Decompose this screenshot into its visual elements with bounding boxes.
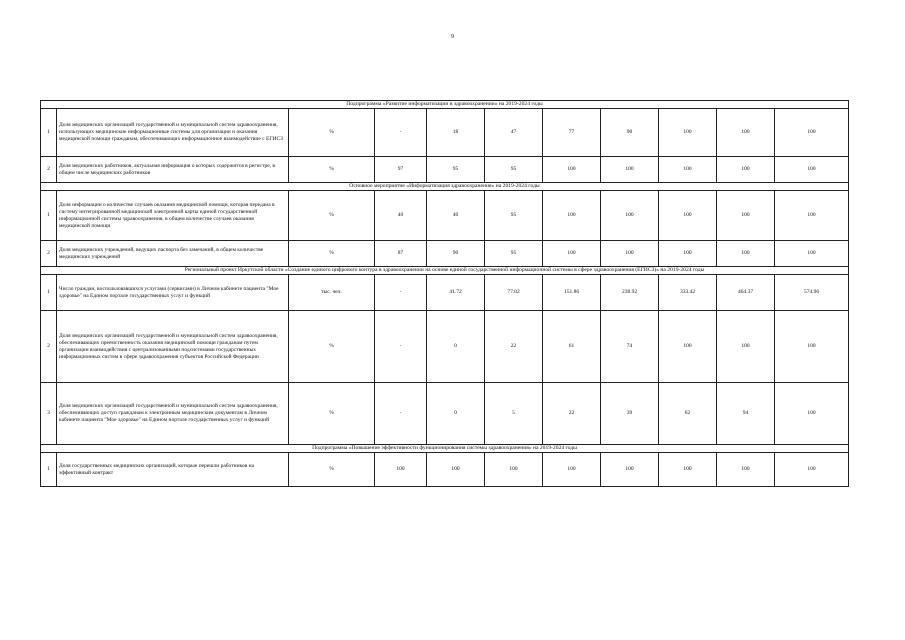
value-cell: 100 bbox=[717, 241, 775, 267]
indicator-name: Доля медицинских организаций государственной и муниципальной систем здравоохранения, обеспечивающих преемственность оказания медицинской помощи гражданам путем организации взаимодействия с централизованными подсистемами государственных информационных систем в сфере здравоохранения субъектов Российской Федерации bbox=[57, 311, 289, 383]
value-cell: 100 bbox=[601, 241, 659, 267]
row-number: 1 bbox=[41, 109, 57, 157]
value-cell: 100 bbox=[775, 311, 849, 383]
value-cell: 100 bbox=[659, 157, 717, 183]
row-number: 1 bbox=[41, 275, 57, 311]
section-header-row bbox=[41, 101, 849, 109]
value-cell: 100 bbox=[659, 453, 717, 487]
value-cell: 77 bbox=[543, 109, 601, 157]
unit-cell: % bbox=[289, 311, 375, 383]
value-cell: 39 bbox=[601, 383, 659, 445]
value-cell: 62 bbox=[659, 383, 717, 445]
section-title: Подпрограмма «Повышение эффективности функционирования системы здравоохранения» на 2019-2024 годы bbox=[41, 445, 849, 453]
value-cell: 100 bbox=[659, 191, 717, 241]
value-cell: - bbox=[375, 383, 427, 445]
value-cell: 100 bbox=[375, 453, 427, 487]
value-cell: 333.42 bbox=[659, 275, 717, 311]
value-cell: 100 bbox=[543, 157, 601, 183]
value-cell: 90 bbox=[601, 109, 659, 157]
value-cell: 100 bbox=[775, 109, 849, 157]
unit-cell: % bbox=[289, 453, 375, 487]
table-row bbox=[41, 453, 849, 487]
value-cell: 574.96 bbox=[775, 275, 849, 311]
value-cell: 100 bbox=[775, 453, 849, 487]
value-cell: 95 bbox=[485, 157, 543, 183]
table-row bbox=[41, 275, 849, 311]
section-header-row bbox=[41, 445, 849, 453]
value-cell: 22 bbox=[485, 311, 543, 383]
value-cell: 74 bbox=[601, 311, 659, 383]
section-header-row bbox=[41, 267, 849, 275]
table-row bbox=[41, 191, 849, 241]
section-title: Основное мероприятие «Информатизация здравоохранения» на 2019-2024 годы bbox=[41, 183, 849, 191]
row-number: 1 bbox=[41, 191, 57, 241]
value-cell: 100 bbox=[659, 241, 717, 267]
value-cell: 100 bbox=[659, 311, 717, 383]
value-cell: 95 bbox=[485, 191, 543, 241]
unit-cell: % bbox=[289, 157, 375, 183]
value-cell: 100 bbox=[485, 453, 543, 487]
value-cell: 100 bbox=[717, 191, 775, 241]
value-cell: 0 bbox=[427, 311, 485, 383]
value-cell: 238.92 bbox=[601, 275, 659, 311]
value-cell: 18 bbox=[427, 109, 485, 157]
table-row bbox=[41, 383, 849, 445]
value-cell: 95 bbox=[427, 157, 485, 183]
unit-cell: % bbox=[289, 109, 375, 157]
row-number: 3 bbox=[41, 383, 57, 445]
unit-cell: тыс. чел. bbox=[289, 275, 375, 311]
page-number: 9 bbox=[451, 34, 454, 40]
value-cell: 100 bbox=[775, 157, 849, 183]
value-cell: 151.86 bbox=[543, 275, 601, 311]
value-cell: 100 bbox=[717, 157, 775, 183]
table-row bbox=[41, 157, 849, 183]
section-title: Подпрограмма «Развитие информатизации в здравоохранении» на 2019-2024 годы bbox=[41, 101, 849, 109]
value-cell: 0 bbox=[427, 383, 485, 445]
table-body bbox=[41, 101, 849, 487]
indicator-name: Доля медицинских организаций государственной и муниципальной систем здравоохранения, использующих медицинские информационные системы для организации и оказания медицинской помощи гражданам, обеспечивающих информационное взаимодействие с ЕГИСЗ bbox=[57, 109, 289, 157]
indicator-name: Доля медицинских учреждений, ведущих паспорта без замечаний, в общем количестве медицинских учреждений bbox=[57, 241, 289, 267]
value-cell: 100 bbox=[775, 241, 849, 267]
value-cell: - bbox=[375, 311, 427, 383]
row-number: 2 bbox=[41, 157, 57, 183]
value-cell: 22 bbox=[543, 383, 601, 445]
value-cell: 40 bbox=[427, 191, 485, 241]
value-cell: 97 bbox=[375, 157, 427, 183]
row-number: 2 bbox=[41, 311, 57, 383]
unit-cell: % bbox=[289, 241, 375, 267]
table-row bbox=[41, 241, 849, 267]
value-cell: 90 bbox=[427, 241, 485, 267]
indicator-name: Доля медицинских работников, актуальная информация о которых содержится в регистре, в общем числе медицинских работников bbox=[57, 157, 289, 183]
value-cell: 40 bbox=[375, 191, 427, 241]
value-cell: 100 bbox=[543, 241, 601, 267]
value-cell: 100 bbox=[543, 191, 601, 241]
table-row bbox=[41, 311, 849, 383]
indicator-name: Доля государственных медицинских организаций, которые перешли работников на эффективный контракт bbox=[57, 453, 289, 487]
value-cell: 87 bbox=[375, 241, 427, 267]
value-cell: 100 bbox=[717, 453, 775, 487]
value-cell: 100 bbox=[717, 109, 775, 157]
table-row bbox=[41, 109, 849, 157]
value-cell: 100 bbox=[775, 383, 849, 445]
value-cell: 100 bbox=[601, 191, 659, 241]
row-number: 2 bbox=[41, 241, 57, 267]
value-cell: - bbox=[375, 275, 427, 311]
row-number: 1 bbox=[41, 453, 57, 487]
value-cell: 100 bbox=[601, 453, 659, 487]
indicators-table bbox=[40, 100, 849, 487]
value-cell: 77.02 bbox=[485, 275, 543, 311]
value-cell: 100 bbox=[427, 453, 485, 487]
value-cell: 464.37 bbox=[717, 275, 775, 311]
value-cell: 100 bbox=[775, 191, 849, 241]
value-cell: 41.72 bbox=[427, 275, 485, 311]
section-title: Региональный проект Иркутской области «Создание единого цифрового контура в здравоохранении на основе единой государственной информационной системы в сфере здравоохранения (ЕГИСЗ)» на 2019-2024 годы bbox=[41, 267, 849, 275]
value-cell: 100 bbox=[543, 453, 601, 487]
indicator-name: Доля информации о количестве случаев оказания медицинской помощи, которая передана в систему интегрированной медицинской электронной карты единой государственной информационной системы здравоохранения, в общем количестве случаев оказания медицинской помощи bbox=[57, 191, 289, 241]
unit-cell: % bbox=[289, 383, 375, 445]
value-cell: 94 bbox=[717, 383, 775, 445]
unit-cell: % bbox=[289, 191, 375, 241]
value-cell: 61 bbox=[543, 311, 601, 383]
value-cell: 5 bbox=[485, 383, 543, 445]
section-header-row bbox=[41, 183, 849, 191]
value-cell: 100 bbox=[601, 157, 659, 183]
value-cell: 100 bbox=[659, 109, 717, 157]
value-cell: - bbox=[375, 109, 427, 157]
indicator-name: Доля медицинских организаций государственной и муниципальной систем здравоохранения, обеспечивающих доступ гражданам к электронным медицинским документам в Личном кабинете пациента "Мое здоровье" на Едином портале государственных услуг и функций bbox=[57, 383, 289, 445]
value-cell: 100 bbox=[717, 311, 775, 383]
indicator-name: Число граждан, воспользовавшихся услугами (сервисами) в Личном кабинете пациента "Мое здоровье" на Едином портале государственных услуг и функций bbox=[57, 275, 289, 311]
value-cell: 47 bbox=[485, 109, 543, 157]
value-cell: 95 bbox=[485, 241, 543, 267]
